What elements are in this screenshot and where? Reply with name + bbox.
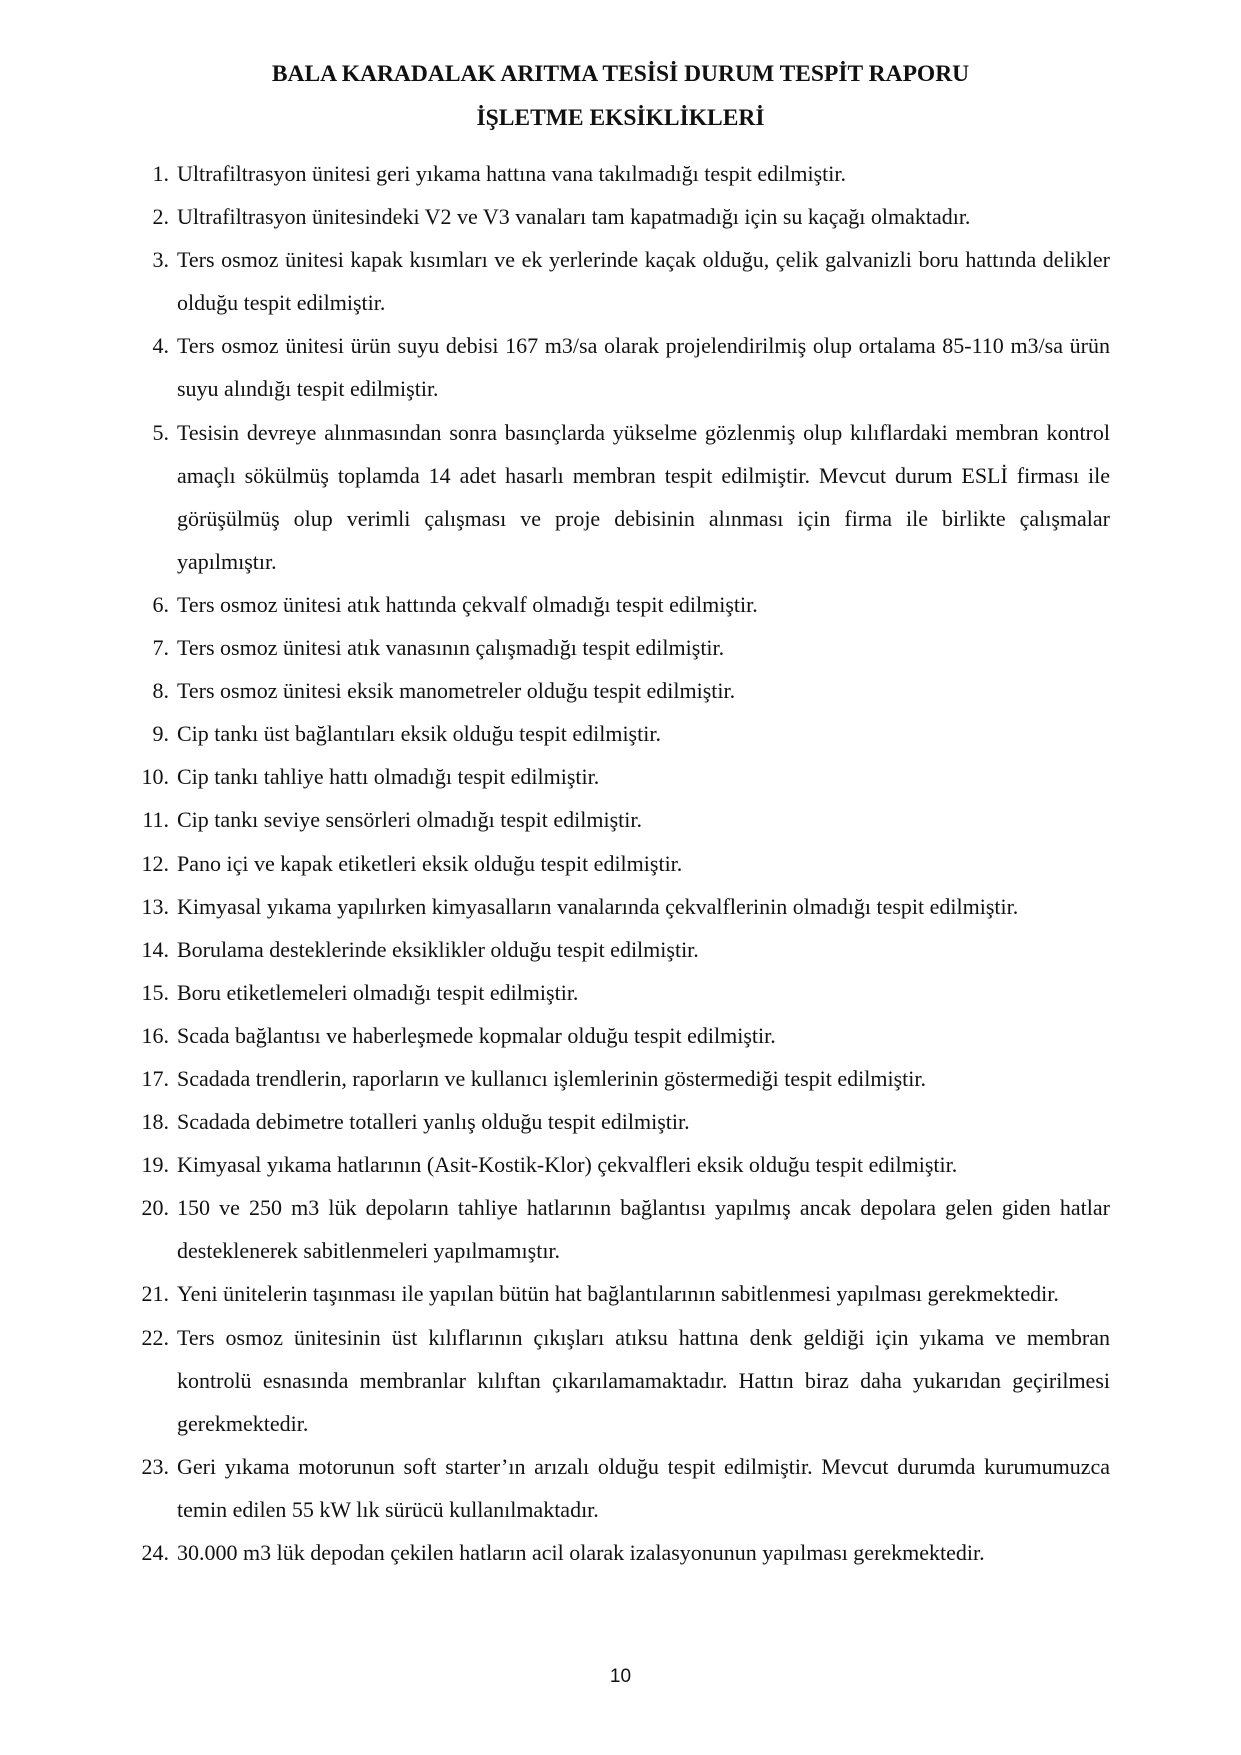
list-item-number: 2. [152, 204, 169, 230]
list-item [135, 1316, 1110, 1445]
list-item-number: 8. [152, 678, 169, 704]
list-item [135, 626, 1110, 669]
list-item [135, 1272, 1110, 1315]
list-item [135, 669, 1110, 712]
list-item-text: Scadada debimetre totalleri yanlış olduğu tespit edilmiştir. [177, 1109, 690, 1135]
list-item-text: 150 ve 250 m3 lük depoların tahliye hatlarının bağlantısı yapılmış ancak depolara gelen giden hatlar desteklenerek sabitlenmeleri yapılmamıştır. [177, 1195, 1110, 1264]
list-item-text: 30.000 m3 lük depodan çekilen hatların acil olarak izalasyonunun yapılması gerekmektedir. [177, 1540, 985, 1565]
list-item-number: 1. [152, 161, 169, 186]
list-item-number: 24. [141, 1540, 169, 1565]
list-item-number: 15. [141, 979, 169, 1005]
list-item [135, 798, 1110, 841]
list-item-number: 6. [152, 591, 169, 617]
section-heading: İŞLETME EKSİKLİKLERİ [476, 105, 765, 131]
list-item-text: Ters osmoz ünitesi kapak kısımları ve ek yerlerinde kaçak olduğu, çelik galvanizli boru hattında delikler olduğu tespit edilmiştir. [177, 247, 1110, 316]
list-item-number: 19. [141, 1152, 169, 1178]
list-item [135, 1531, 1110, 1574]
list-item [135, 324, 1110, 410]
list-item-text: Cip tankı seviye sensörleri olmadığı tespit edilmiştir. [177, 807, 642, 833]
list-item [135, 712, 1110, 755]
list-item-text: Geri yıkama motorunun soft starter’ın arızalı olduğu tespit edilmiştir. Mevcut durumda kurumumuzca temin edilen 55 kW lık sürücü kullanılmaktadır. [177, 1453, 1110, 1522]
list-item [135, 1057, 1110, 1100]
list-item-text: Ultrafiltrasyon ünitesi geri yıkama hattına vana takılmadığı tespit edilmiştir. [177, 161, 847, 186]
list-item-number: 22. [141, 1324, 169, 1350]
list-item-text: Scadada trendlerin, raporların ve kullanıcı işlemlerinin göstermediği tespit edilmiştir. [177, 1065, 927, 1091]
list-item-text: Ters osmoz ünitesi ürün suyu debisi 167 m3/sa olarak projelendirilmiş olup ortalama 85-110 m3/sa ürün suyu alındığı tespit edilmiştir. [177, 333, 1110, 402]
list-item-text: Ultrafiltrasyon ünitesindeki V2 ve V3 vanaları tam kapatmadığı için su kaçağı olmaktadır. [177, 204, 971, 230]
list-item-number: 3. [152, 247, 169, 273]
list-item-number: 12. [141, 850, 169, 876]
list-item [135, 238, 1110, 324]
list-item [135, 152, 1110, 195]
list-item-number: 17. [141, 1065, 169, 1091]
list-item [135, 411, 1110, 583]
list-item-number: 16. [141, 1022, 169, 1048]
page-number: 10 [609, 1666, 632, 1687]
list-item-text: Borulama desteklerinde eksiklikler olduğu tespit edilmiştir. [177, 936, 699, 962]
document-title: BALA KARADALAK ARITMA TESİSİ DURUM TESPİT RAPORU [271, 61, 970, 87]
list-item-text: Cip tankı üst bağlantıları eksik olduğu tespit edilmiştir. [177, 721, 661, 747]
list-item-text: Ters osmoz ünitesi atık hattında çekvalf olmadığı tespit edilmiştir. [177, 591, 758, 617]
list-item-text: Boru etiketlemeleri olmadığı tespit edilmiştir. [177, 979, 579, 1005]
list-item-number: 5. [152, 419, 169, 445]
deficiency-list [135, 152, 1110, 1574]
list-item [135, 1186, 1110, 1272]
list-item-text: Pano içi ve kapak etiketleri eksik olduğu tespit edilmiştir. [177, 850, 683, 876]
list-item-number: 7. [152, 635, 169, 661]
list-item [135, 1143, 1110, 1186]
list-item-number: 10. [141, 764, 169, 790]
list-item-text: Kimyasal yıkama yapılırken kimyasalların vanalarında çekvalflerinin olmadığı tespit edilmiştir. [177, 893, 1019, 919]
list-item-text: Ters osmoz ünitesinin üst kılıflarının çıkışları atıksu hattına denk geldiği için yıkama ve membran kontrolü esnasında membranlar kılıftan çıkarılamamaktadır. Hattın biraz daha yukarıdan geçirilmesi gerekmektedir. [177, 1324, 1110, 1436]
list-item-number: 13. [141, 893, 169, 919]
list-item-text: Kimyasal yıkama hatlarının (Asit-Kostik-Klor) çekvalfleri eksik olduğu tespit edilmiştir. [177, 1152, 958, 1178]
list-item-number: 11. [142, 807, 169, 833]
list-item [135, 755, 1110, 798]
list-item-text: Ters osmoz ünitesi eksik manometreler olduğu tespit edilmiştir. [177, 678, 736, 704]
list-item-number: 14. [141, 936, 169, 962]
list-item [135, 928, 1110, 971]
list-item-text: Scada bağlantısı ve haberleşmede kopmalar olduğu tespit edilmiştir. [177, 1022, 776, 1048]
list-item-text: Cip tankı tahliye hattı olmadığı tespit edilmiştir. [177, 764, 600, 790]
list-item-number: 23. [141, 1453, 169, 1479]
list-item-text: Tesisin devreye alınmasından sonra basınçlarda yükselme gözlenmiş olup kılıflardaki membran kontrol amaçlı sökülmüş toplamda 14 adet hasarlı membran tespit edilmiştir. Mevcut durum ESLİ firması ile görüşülmüş olup verimli çalışması ve proje debisinin alınması için firma ile birlikte çalışmalar yapılmıştır. [177, 419, 1110, 574]
list-item [135, 195, 1110, 238]
list-item-text: Yeni ünitelerin taşınması ile yapılan bütün hat bağlantılarının sabitlenmesi yapılması gerekmektedir. [177, 1281, 1059, 1307]
list-item [135, 1100, 1110, 1143]
list-item [135, 1445, 1110, 1531]
list-item [135, 842, 1110, 885]
list-item [135, 885, 1110, 928]
list-item-text: Ters osmoz ünitesi atık vanasının çalışmadığı tespit edilmiştir. [177, 635, 725, 661]
list-item-number: 20. [141, 1195, 169, 1221]
list-item [135, 971, 1110, 1014]
list-item-number: 9. [152, 721, 169, 747]
list-item-number: 21. [141, 1281, 169, 1307]
list-item [135, 1014, 1110, 1057]
list-item-number: 18. [141, 1109, 169, 1135]
list-item-number: 4. [152, 333, 169, 359]
list-item [135, 583, 1110, 626]
